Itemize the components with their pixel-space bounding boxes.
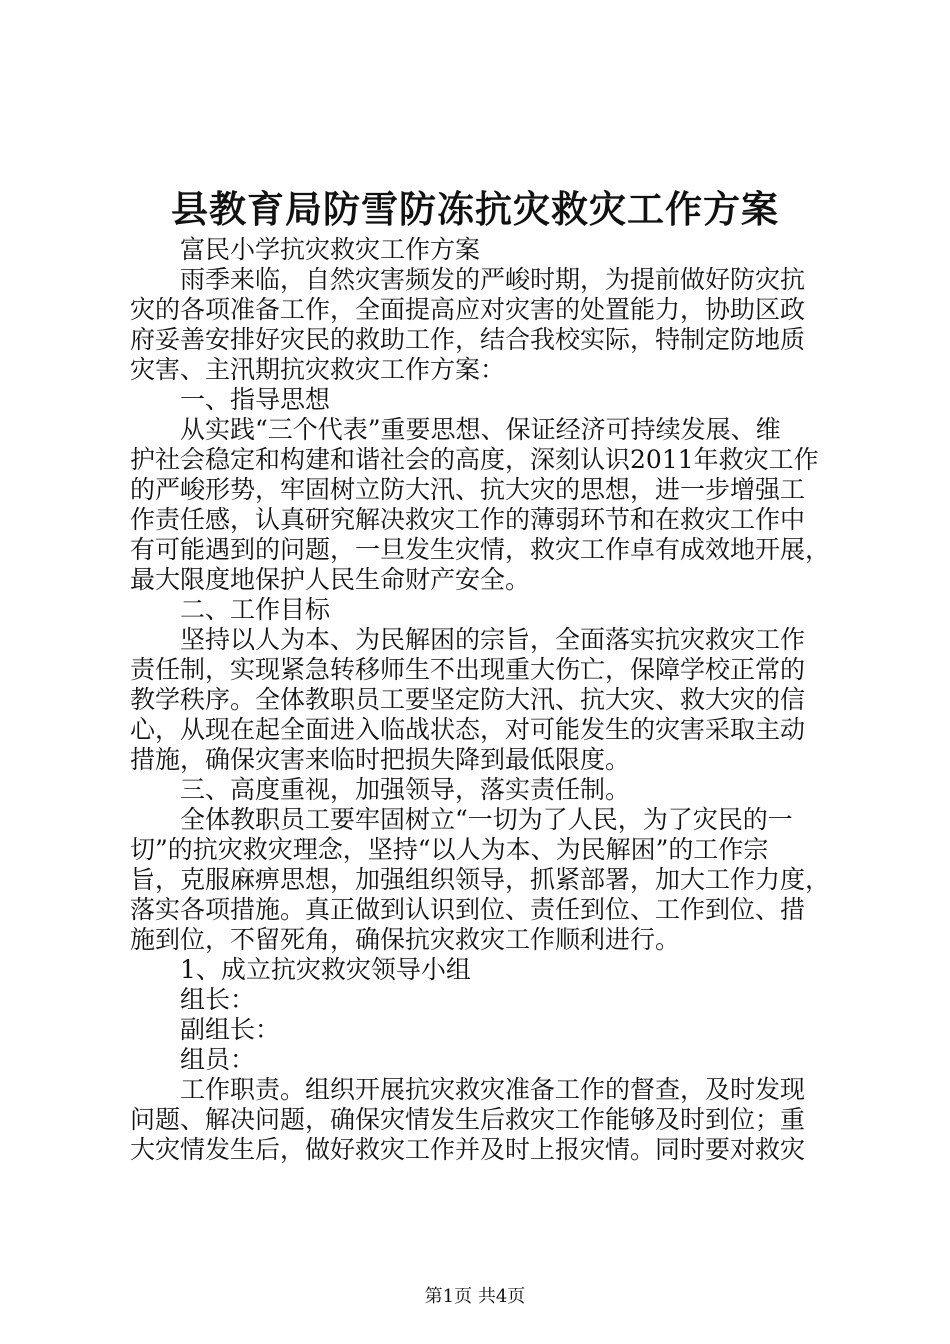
text-line: 护社会稳定和构建和谐社会的高度，深刻认识2011年救灾工作 — [130, 445, 819, 474]
text-line: 最大限度地保护人民生命财产安全。 — [130, 565, 531, 594]
text-line: 切”的抗灾救灾理念，坚持“以人为本、为民解困”的工作宗 — [130, 835, 769, 864]
text-line: 工作职责。组织开展抗灾救灾准备工作的督查，及时发现 — [180, 1075, 806, 1104]
text-line: 措施，确保灾害来临时把损失降到最低限度。 — [130, 745, 631, 774]
text-line: 责任制，实现紧急转移师生不出现重大伤亡，保障学校正常的 — [130, 655, 806, 684]
text-line: 全体教职员工要牢固树立“一切为了人民，为了灾民的一 — [180, 805, 793, 834]
text-line: 三、高度重视，加强领导，落实责任制。 — [180, 775, 631, 804]
text-line: 雨季来临，自然灾害频发的严峻时期，为提前做好防灾抗 — [180, 265, 806, 294]
text-line: 大灾情发生后，做好救灾工作并及时上报灾情。同时要对救灾 — [130, 1135, 806, 1164]
text-line: 从实践“三个代表”重要思想、保证经济可持续发展、维 — [180, 415, 781, 444]
text-line: 坚持以人为本、为民解困的宗旨，全面落实抗灾救灾工作 — [180, 625, 806, 654]
text-line: 一、指导思想 — [180, 385, 331, 414]
text-line: 副组长： — [180, 1015, 281, 1044]
text-line: 施到位，不留死角，确保抗灾救灾工作顺利进行。 — [130, 925, 681, 954]
document-body — [130, 235, 830, 1165]
text-line: 1、成立抗灾救灾领导小组 — [180, 955, 471, 984]
document-title: 县教育局防雪防冻抗灾救灾工作方案 — [171, 187, 779, 231]
text-line: 二、工作目标 — [180, 595, 331, 624]
text-line: 问题、解决问题，确保灾情发生后救灾工作能够及时到位；重 — [130, 1105, 806, 1134]
text-line: 的严峻形势，牢固树立防大汛、抗大灾的思想，进一步增强工 — [130, 475, 806, 504]
text-line: 府妥善安排好灾民的救助工作，结合我校实际，特制定防地质 — [130, 325, 806, 354]
text-line: 有可能遇到的问题，一旦发生灾情，救灾工作卓有成效地开展， — [130, 535, 830, 564]
text-line: 富民小学抗灾救灾工作方案 — [180, 235, 481, 264]
text-line: 灾害、主汛期抗灾救灾工作方案： — [130, 355, 506, 384]
page-footer: 第1页 共4页 — [424, 1286, 526, 1307]
text-line: 组长： — [180, 985, 256, 1014]
text-line: 教学秩序。全体教职员工要坚定防大汛、抗大灾、救大灾的信 — [130, 685, 806, 714]
text-line: 落实各项措施。真正做到认识到位、责任到位、工作到位、措 — [130, 895, 806, 924]
text-line: 心，从现在起全面进入临战状态，对可能发生的灾害采取主动 — [130, 715, 806, 744]
text-line: 灾的各项准备工作，全面提高应对灾害的处置能力，协助区政 — [130, 295, 806, 324]
text-line: 作责任感，认真研究解决救灾工作的薄弱环节和在救灾工作中 — [130, 505, 806, 534]
text-line: 旨，克服麻痹思想，加强组织领导，抓紧部署，加大工作力度， — [130, 865, 830, 894]
text-line: 组员： — [180, 1045, 256, 1074]
